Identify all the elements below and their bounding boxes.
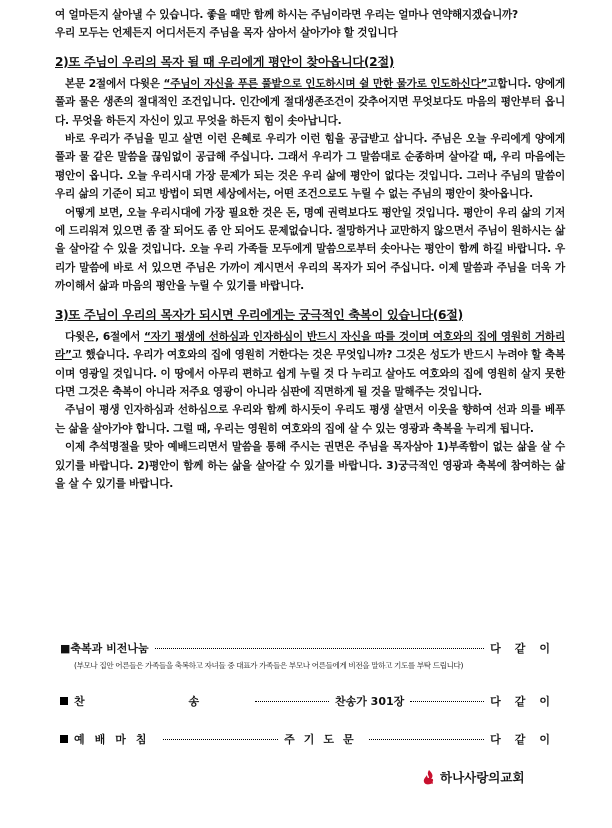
section3-paragraph-2: 주님이 평생 인자하심과 선하심으로 우리와 함께 하시듯이 우리도 평생 살면서 이웃을 향하여 선과 의를 베푸는 삶을 살아가야 합니다. 그럴 때, 우리는 영원히 여호와의 집에 살 수 있는 영광과 축복을 누리게 됩니다. (55, 404, 565, 435)
intro-line-2: 우리 모두는 언제든지 어디서든지 주님을 목자 삼아서 살아가야 할 것입니다 (55, 27, 398, 40)
order-row-closing (60, 731, 565, 751)
order-row3-mid: 주기도문 (284, 733, 363, 746)
church-flame-icon (422, 769, 436, 785)
leader-dots (163, 739, 279, 740)
section3-p1-lead: 다윗은, 6절에서 (65, 330, 145, 343)
section3-heading: 3)또 주님이 우리의 목자가 되시면 우리에게는 궁극적인 축복이 있습니다(6절) (55, 307, 463, 322)
leader-dots (155, 648, 485, 649)
order-row-blessing (60, 640, 564, 671)
section2-paragraph-2: 바로 우리가 주님을 믿고 살면 이런 은혜로 우리가 이런 힘을 공급받고 삽니다. 주님은 오늘 우리에게 양에게 풀과 물 같은 말씀을 끊임없이 공급해 주십니다. 그래서 우리가 그 말씀대로 순종하며 살아갈 때, 우리 마음에는 평안이 옵니다. 오늘 우리시대 가장 문제가 되는 것은 우리 삶에 평안이 없다는 것입니다. 그러나 주님의 말씀이 우리 삶의 기준이 되고 방법이 되면 세상에서는, 어떤 조건으로도 누릴 수 없는 주님의 평안이 찾아옵니다. (55, 133, 565, 201)
section2-paragraph-1 (55, 75, 565, 130)
section2-p1-lead: 본문 2절에서 다윗은 (65, 77, 164, 90)
intro-line-1: 여 얼마든지 살아낼 수 있습니다. 좋을 때만 함께 하시는 주님이라면 우리는 얼마나 연약해지겠습니까? (55, 9, 519, 21)
section3-paragraph-3: 이제 추석명절을 맞아 예배드리면서 말씀을 통해 주시는 권면은 주님을 목자삼아 1)부족함이 없는 삶을 살 수 있기를 바랍니다. 2)평안이 함께 하는 삶을 살아갈 수 있기를 바랍니다. 3)궁극적인 영광과 축복에 참여하는 삶을 살 수 있기를 바랍니다. (55, 441, 565, 490)
order-row3-right: 다같이 (490, 733, 565, 746)
section3-paragraph-1 (55, 328, 565, 402)
order-row2-mid: 찬송가 301장 (334, 695, 405, 708)
section2-p1-rest: 고합니다. 양에게 풀과 물은 생존의 절대적인 조건입니다. 인간에게 절대생존조건이 갖추어지면 무엇보다도 마음의 평안부터 옵니다. 무엇을 하든지 자신이 있고 무엇을 하든지 힘이 솟아납니다. (55, 77, 565, 127)
bullet-square-icon (60, 697, 68, 705)
bullet-square-icon (60, 735, 68, 743)
church-logo (422, 768, 525, 786)
leader-dots (255, 701, 329, 702)
leader-dots (369, 739, 485, 740)
section2-p1-quote: “주님이 자신을 푸른 풀밭으로 인도하시며 쉴 만한 물가로 인도하신다” (163, 77, 488, 90)
section3-p1-quote: “자기 평생에 선하심과 인자하심이 반드시 자신을 따를 것이며 여호와의 집에 영원히 거하리라” (55, 330, 565, 362)
sermon-page (55, 6, 565, 493)
leader-dots (410, 701, 484, 702)
section2-heading: 2)또 주님이 우리의 목자 될 때 우리에게 평안이 찾아옵니다(2절) (55, 54, 395, 69)
order-row2-label: 찬 송 (74, 695, 250, 708)
order-row1-note: (부모나 집안 어른들은 가족들을 축복하고 자녀들 중 대표가 가족들은 부모나 어른들에게 비전을 말하고 기도를 부탁 드립니다) (74, 661, 464, 670)
order-row1-label: ■축복과 비전나눔 (60, 642, 149, 655)
order-row-hymn (60, 693, 564, 713)
order-row3-label: 예배마침 (74, 733, 157, 746)
order-row2-right: 다같이 (490, 695, 564, 708)
section2-paragraph-3: 어떻게 보면, 오늘 우리시대에 가장 필요한 것은 돈, 명예 권력보다도 평안일 것입니다. 평안이 우리 삶의 기저에 드리워져 있으면 좀 잘 되어도 좀 안 되어도 문제없습니다. 절망하거나 교만하지 않으면서 주님이 원하시는 삶을 살아갈 수 있을 것입니다. 오늘 우리 가족들 모두에게 말씀으로부터 솟아나는 평안이 함께 하길 바랍니다. 우리가 말씀에 바로 서 있으면 주님은 가까이 계시면서 우리의 목자가 되어 주십니다. 이제 말씀과 주님을 더욱 가까이해서 삶과 마음의 평안을 누릴 수 있기를 바랍니다. (55, 206, 565, 293)
order-row1-right: 다같이 (490, 642, 564, 655)
section3-p1-rest: 고 했습니다. 우리가 여호와의 집에 영원히 거한다는 것은 무엇입니까? 그것은 성도가 반드시 누려야 할 축복이며 영광일 것입니다. 이 땅에서 아무리 편하고 쉽게 누릴 것 다 누리고 살아도 여호와의 집에 영원히 살지 못한다면 그것은 축복이 아니라 저주요 영광이 아니라 심판에 직면하게 될 것을 말해주는 것입니다. (55, 349, 565, 398)
church-name: 하나사랑의교회 (440, 770, 525, 785)
